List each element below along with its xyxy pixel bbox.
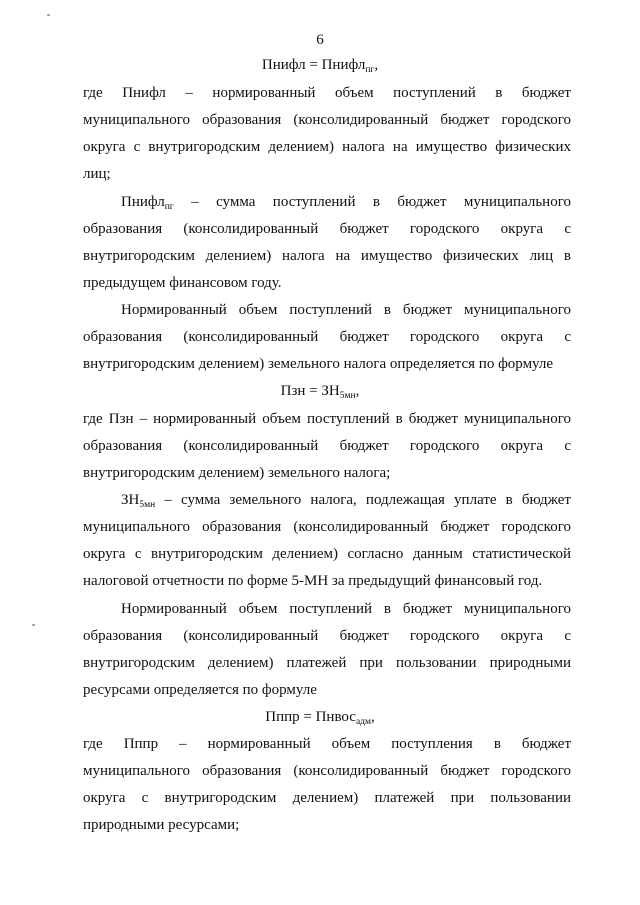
text-line: внутригородским делением) земельного налога определяется по формуле [83,356,554,372]
formula-land-tax: Пзн = $ЗН_{5мн}$, [280,383,360,401]
text-line: Нормированный объем поступлений в бюджет муниципального [121,601,571,617]
text-line: ресурсами определяется по формуле [83,682,317,698]
text-line: Нормированный объем поступлений в бюджет муниципального [121,302,571,318]
text-line: где Пппр – нормированный объем поступления в бюджет [83,736,571,752]
text-line: округа с внутригородским делением) налога на имущество физических [83,139,571,155]
text-line: образования (консолидированный бюджет городского округа с [83,438,571,454]
formula-natural-resources: Пппр = Пнвос$_{адм}$, [265,709,375,727]
text-line: образования (консолидированный бюджет городского округа с [83,329,571,345]
text-line: природными ресурсами; [83,817,240,833]
text-line: где Пнифл – нормированный объем поступлений в бюджет [83,85,571,101]
text-line: образования (консолидированный бюджет городского округа с [83,628,571,644]
formula-property-tax: Пнифл = Пнифл$_{пг}$, [261,57,379,75]
page-number: 6 [316,32,324,48]
text-line: Пнифл$_{пг}$ – сумма поступлений в бюджет муниципального [121,194,571,212]
text-line: округа с внутригородским делением) согласно данным статистической [83,546,571,562]
text-line: предыдущем финансовом году. [83,275,282,291]
scan-speck [32,624,35,626]
text-line: внутригородским делением) земельного налога; [83,465,391,481]
text-line: где Пзн – нормированный объем поступлений в бюджет муниципального [83,411,571,427]
text-line: образования (консолидированный бюджет городского округа с [83,221,571,237]
text-line: налоговой отчетности по форме 5-МН за предыдущий финансовый год. [83,573,543,589]
text-line: $ЗН_{5мн}$ – сумма земельного налога, подлежащая уплате в бюджет [121,492,571,510]
scan-speck [47,14,50,16]
text-line: округа с внутригородским делением) платежей при пользовании [83,790,571,806]
text-line: внутригородским делением) платежей при пользовании природными [83,655,571,671]
text-line: муниципального образования (консолидированный бюджет городского [83,763,571,779]
text-line: муниципального образования (консолидированный бюджет городского [83,112,571,128]
text-line: лиц; [83,166,111,182]
text-line: внутригородским делением) налога на имущество физических лиц в [83,248,571,264]
text-line: муниципального образования (консолидированный бюджет городского [83,519,571,535]
